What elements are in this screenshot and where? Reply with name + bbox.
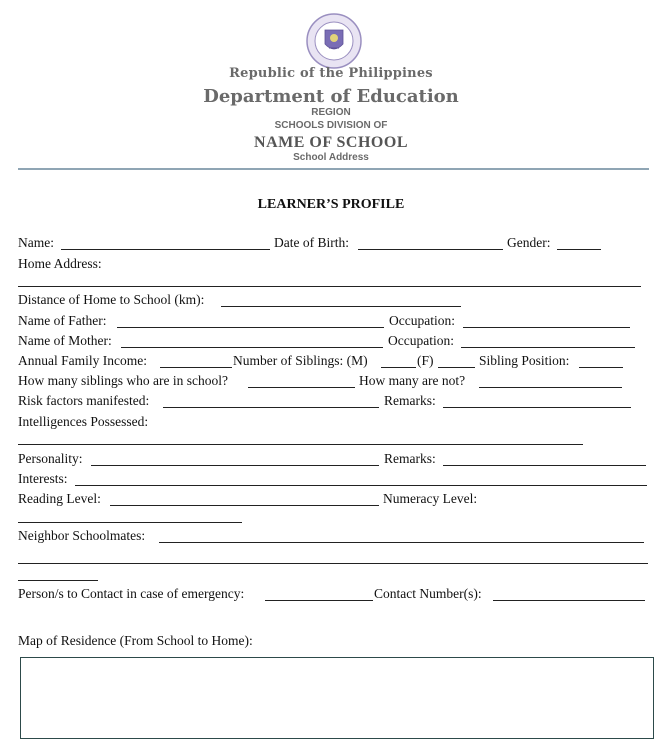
neighbor-schoolmates-field-3[interactable]: [18, 580, 98, 581]
father-occupation-label: Occupation:: [389, 313, 455, 328]
emergency-contact-field[interactable]: [265, 600, 373, 601]
interests-label: Interests:: [18, 471, 68, 486]
header-school-address: School Address: [293, 152, 369, 163]
risk-factors-field[interactable]: [163, 407, 379, 408]
personality-field[interactable]: [91, 465, 379, 466]
header-republic: Republic of the Philippines: [229, 66, 433, 81]
reading-level-label: Reading Level:: [18, 491, 101, 506]
form-title: LEARNER’S PROFILE: [257, 197, 405, 212]
personality-remarks-field[interactable]: [443, 465, 646, 466]
gender-label: Gender:: [507, 235, 551, 250]
numeracy-level-label: Numeracy Level:: [383, 491, 478, 506]
siblings-in-school-label: How many siblings who are in school?: [18, 373, 228, 388]
siblings-male-label: Number of Siblings: (M): [233, 353, 368, 368]
father-label: Name of Father:: [18, 313, 107, 328]
emergency-contact-label: Person/s to Contact in case of emergency:: [18, 586, 245, 601]
risk-factors-label: Risk factors manifested:: [18, 393, 150, 408]
gender-field[interactable]: [557, 249, 601, 250]
deped-seal: [305, 12, 363, 70]
dob-field[interactable]: [358, 249, 503, 250]
reading-level-field[interactable]: [110, 505, 379, 506]
dob-label: Date of Birth:: [274, 235, 349, 250]
siblings-in-school-field[interactable]: [248, 387, 355, 388]
siblings-female-field[interactable]: [438, 367, 475, 368]
father-occupation-field[interactable]: [463, 327, 630, 328]
contact-number-field[interactable]: [493, 600, 645, 601]
personality-label: Personality:: [18, 451, 83, 466]
name-label: Name:: [18, 235, 54, 250]
income-field[interactable]: [160, 367, 232, 368]
sibling-position-field[interactable]: [579, 367, 623, 368]
mother-label: Name of Mother:: [18, 333, 112, 348]
header-school-name: NAME OF SCHOOL: [254, 134, 408, 151]
siblings-female-label: (F): [417, 353, 434, 368]
header-divider: [18, 168, 649, 170]
siblings-not-in-school-field[interactable]: [479, 387, 622, 388]
risk-remarks-field[interactable]: [443, 407, 631, 408]
map-label: Map of Residence (From School to Home):: [18, 633, 253, 648]
intelligences-label: Intelligences Possessed:: [18, 414, 149, 429]
contact-number-label: Contact Number(s):: [374, 586, 482, 601]
intelligences-field[interactable]: [18, 444, 583, 445]
mother-field[interactable]: [121, 347, 383, 348]
sibling-position-label: Sibling Position:: [479, 353, 570, 368]
home-address-field[interactable]: [18, 286, 641, 287]
interests-field[interactable]: [75, 485, 647, 486]
header-region: REGION: [311, 107, 351, 118]
header-department: Department of Education: [203, 86, 459, 107]
numeracy-level-field[interactable]: [18, 522, 242, 523]
name-field[interactable]: [61, 249, 270, 250]
siblings-not-in-school-label: How many are not?: [359, 373, 466, 388]
risk-remarks-label: Remarks:: [384, 393, 436, 408]
neighbor-schoolmates-field-1[interactable]: [159, 542, 644, 543]
distance-label: Distance of Home to School (km):: [18, 292, 205, 307]
neighbor-schoolmates-field-2[interactable]: [18, 563, 648, 564]
home-address-label: Home Address:: [18, 256, 102, 271]
mother-occupation-label: Occupation:: [388, 333, 454, 348]
siblings-male-field[interactable]: [381, 367, 416, 368]
mother-occupation-field[interactable]: [461, 347, 635, 348]
distance-field[interactable]: [221, 306, 461, 307]
income-label: Annual Family Income:: [18, 353, 147, 368]
header-division: SCHOOLS DIVISION OF: [274, 120, 388, 131]
father-field[interactable]: [117, 327, 384, 328]
personality-remarks-label: Remarks:: [384, 451, 436, 466]
neighbor-schoolmates-label: Neighbor Schoolmates:: [18, 528, 146, 543]
